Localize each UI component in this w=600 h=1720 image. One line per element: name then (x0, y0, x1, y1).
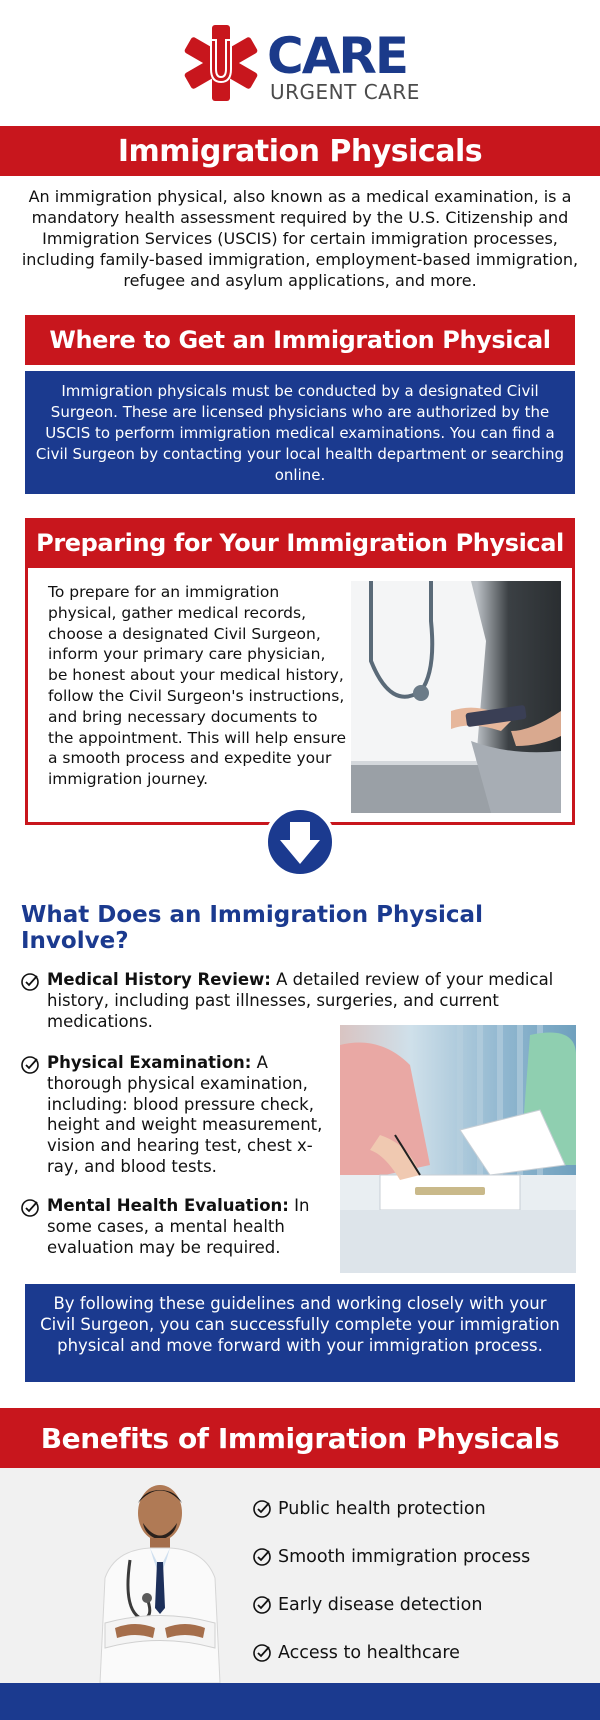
footer-bar (0, 1683, 600, 1720)
involve-item (20, 1053, 340, 1181)
consultation-photo (340, 1025, 576, 1273)
where-heading: Where to Get an Immigration Physical (49, 326, 551, 354)
prepare-heading: Preparing for Your Immigration Physical (36, 529, 564, 557)
benefit-label: Early disease detection (278, 1595, 483, 1615)
prepare-text: To prepare for an immigration physical, gather medical records, choose a designated Civil Surgeon, inform your primary care physician, be honest about your medical history, follow the Civil Surgeon's instructions, and bring necessary documents to the appointment. This will help ensure a smooth process and expedite your immigration journey. (48, 583, 347, 789)
benefit-label: Public health protection (278, 1499, 486, 1519)
where-text: Immigration physicals must be conducted by a designated Civil Surgeon. These are licensed physicians who are authorized by the USCIS to perform immigration medical examinations. You can find a Civil Surgeon by contacting your local health department or searching online. (25, 371, 575, 494)
involve-item-title: Mental Health Evaluation: (47, 1196, 289, 1215)
check-circle-icon (20, 1055, 40, 1075)
benefit-label: Access to healthcare (278, 1643, 460, 1663)
check-circle-icon (20, 972, 40, 992)
brand-tagline: URGENT CARE (270, 80, 420, 104)
involve-item-text: In some cases, a mental health evaluation may be required. (47, 1196, 310, 1257)
involve-heading: What Does an Immigration Physical Involve? (21, 902, 483, 954)
doctor-handing-documents-photo (351, 581, 561, 813)
involve-item-title: Medical History Review: (47, 970, 271, 989)
check-circle-icon (252, 1547, 272, 1567)
page-title: Immigration Physicals (117, 133, 483, 169)
check-circle-icon (252, 1595, 272, 1615)
check-circle-icon (252, 1643, 272, 1663)
star-of-life-icon (181, 25, 261, 101)
check-circle-icon (20, 1198, 40, 1218)
involve-item-text: A thorough physical examination, including: blood pressure check, height and weight measurement, vision and hearing test, chest x-ray, and blood tests. (47, 1053, 323, 1176)
involve-item-text: A detailed review of your medical history, including past illnesses, surgeries, and current medications. (47, 970, 554, 1031)
involve-item (20, 1196, 340, 1262)
where-heading-bar (25, 315, 575, 365)
benefits-heading-bar (0, 1408, 600, 1468)
brand-name: CARE (267, 27, 408, 85)
benefit-label: Smooth immigration process (278, 1547, 531, 1567)
title-banner (0, 126, 600, 176)
closing-text: By following these guidelines and working closely with your Civil Surgeon, you can successfully complete your immigration physical and move forward with your immigration process. (25, 1284, 575, 1382)
brand-logo (0, 18, 600, 108)
involve-item-title: Physical Examination: (47, 1053, 252, 1072)
benefits-heading: Benefits of Immigration Physicals (40, 1421, 560, 1455)
intro-paragraph: An immigration physical, also known as a medical examination, is a mandatory health assessment required by the U.S. Citizenship and Immigration Services (USCIS) for certain immigration processes, including family-based immigration, employment-based immigration, refugee and asylum applications, and more. (21, 187, 579, 290)
check-circle-icon (252, 1499, 272, 1519)
doctor-portrait-photo (95, 1478, 225, 1683)
arrow-down-icon (264, 806, 336, 878)
